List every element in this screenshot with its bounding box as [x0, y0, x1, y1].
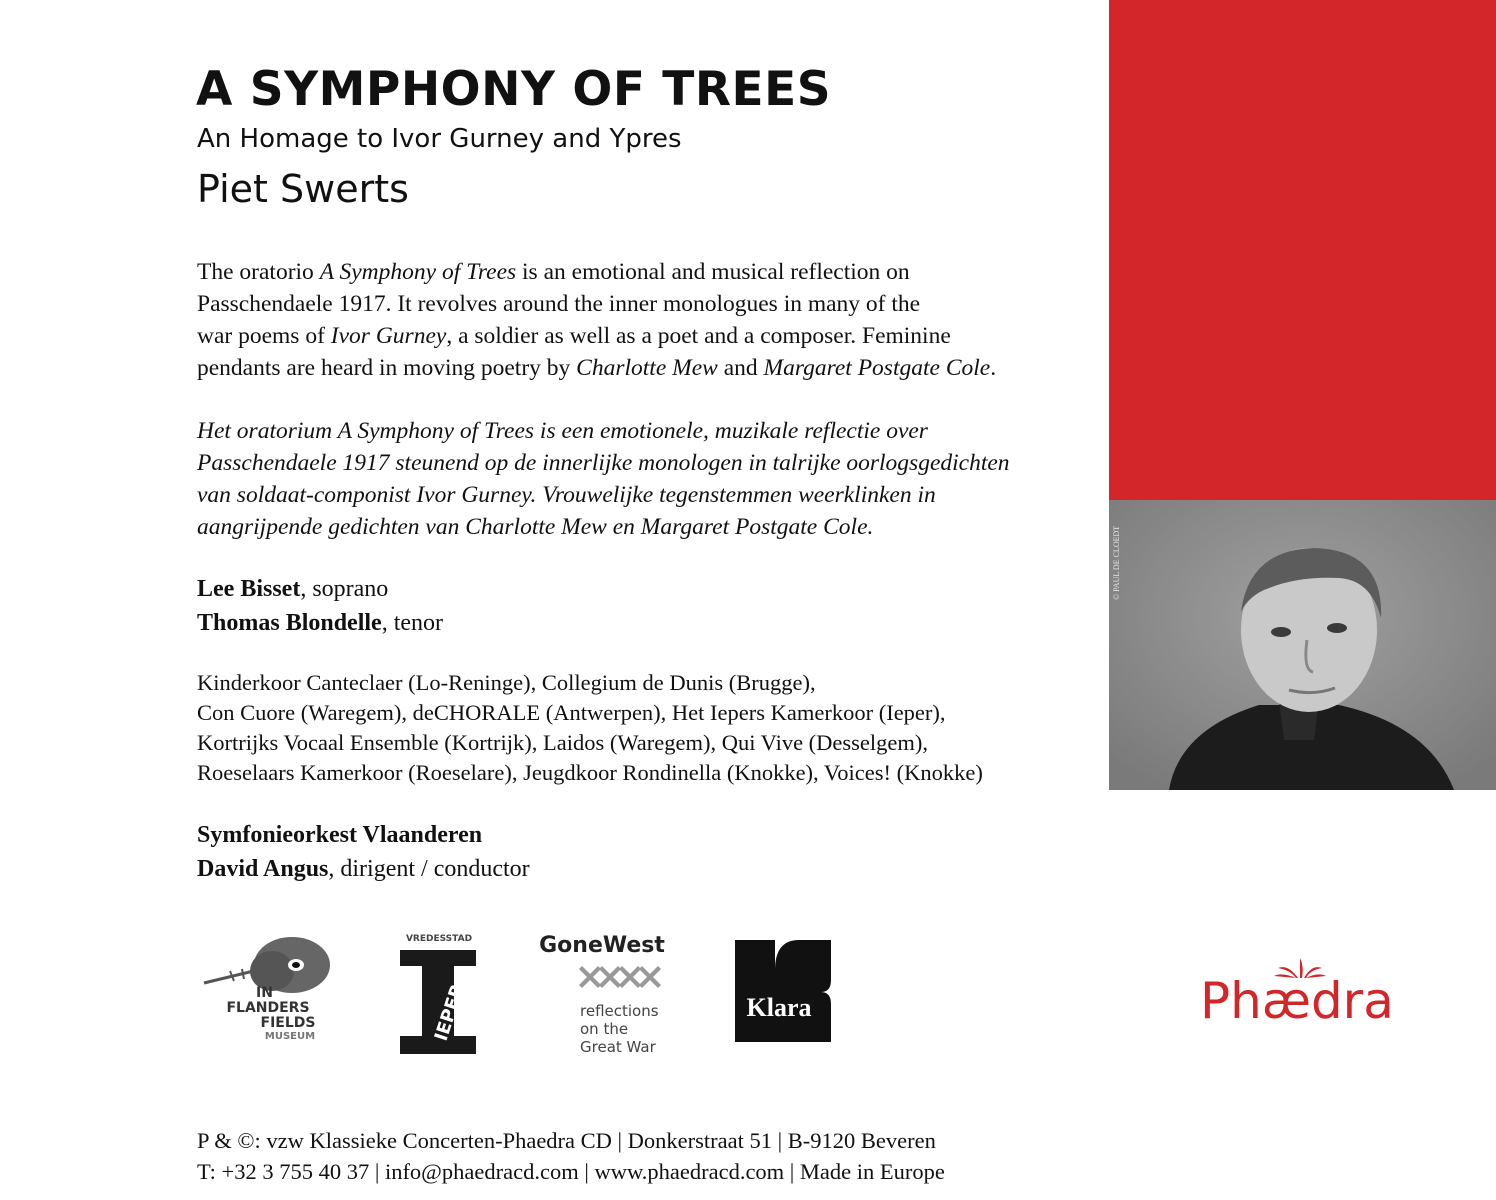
klara-logo — [733, 940, 833, 1042]
portrait-figure — [1109, 500, 1496, 790]
vredesstad-text: VREDESSTAD — [405, 934, 473, 944]
soloists — [197, 572, 443, 640]
gonewest-line-1: reflections — [580, 1002, 659, 1020]
choir-line: Con Cuore (Waregem), deCHORALE (Antwerpen), Het Iepers Kamerkoor (Ieper), — [197, 700, 946, 725]
choirs-list — [197, 668, 983, 788]
photo-credit: © PAUL DE CLOEDT — [1112, 525, 1121, 600]
footer-copyright — [197, 1125, 945, 1187]
conductor-credit: David Angus, dirigent / conductor — [197, 856, 530, 882]
choir-line: Kortrijks Vocaal Ensemble (Kortrijk), Laidos (Waregem), Qui Vive (Desselgem), — [197, 730, 929, 755]
description-line: war poems of Ivor Gurney, a soldier as well as a poet and a composer. Feminine — [197, 323, 951, 349]
composer-portrait — [1109, 500, 1496, 790]
description-line: Het oratorium A Symphony of Trees is een emotionele, muzikale reflectie over — [197, 418, 928, 444]
soloist-credit: Thomas Blondelle, tenor — [197, 610, 444, 636]
gonewest-logo — [530, 930, 675, 1058]
description-english — [197, 256, 1097, 384]
description-dutch — [197, 415, 1097, 543]
klara-text: Klara — [746, 993, 812, 1022]
orchestra-name: Symfonieorkest Vlaanderen — [197, 822, 483, 848]
klara-shape — [735, 940, 831, 1042]
gonewest-line-2: on the — [580, 1020, 629, 1038]
album-subtitle: An Homage to Ivor Gurney and Ypres — [197, 124, 682, 154]
description-line: Passchendaele 1917 steunend op de innerlijke monologen in talrijke oorlogsgedichten — [197, 450, 1010, 476]
iff-text-museum: MUSEUM — [264, 1031, 316, 1042]
choir-line: Roeselaars Kamerkoor (Roeselare), Jeugdkoor Rondinella (Knokke), Voices! (Knokke) — [197, 760, 983, 785]
in-flanders-fields-museum-logo — [200, 935, 340, 1055]
red-color-panel — [1109, 0, 1496, 500]
orchestra-credits — [197, 818, 530, 886]
description-line: Passchendaele 1917. It revolves around the inner monologues in many of the — [197, 291, 921, 317]
description-line: The oratorio A Symphony of Trees is an emotional and musical reflection on — [197, 259, 910, 285]
iff-text-flanders: FLANDERS — [226, 1000, 310, 1016]
gonewest-title: GoneWest — [539, 933, 665, 958]
vredesstad-ieper-logo — [396, 932, 482, 1056]
soloist-credit: Lee Bisset, soprano — [197, 576, 389, 602]
album-title: A SYMPHONY OF TREES — [196, 62, 832, 117]
phaedra-wordmark: Phædra — [1200, 972, 1394, 1030]
gonewest-line-3: Great War — [580, 1038, 656, 1056]
crosses-icon — [579, 966, 661, 988]
composer-name: Piet Swerts — [197, 167, 409, 211]
ieper-text: IEPER — [430, 981, 469, 1044]
choir-line: Kinderkoor Canteclaer (Lo-Reninge), Collegium de Dunis (Brugge), — [197, 670, 816, 695]
footer-line-1: P & ©: vzw Klassieke Concerten-Phaedra CD | Donkerstraat 51 | B-9120 Beveren — [197, 1128, 936, 1153]
description-line: van soldaat-componist Ivor Gurney. Vrouwelijke tegenstemmen weerklinken in — [197, 482, 936, 508]
footer-line-2: T: +32 3 755 40 37 | info@phaedracd.com | www.phaedracd.com | Made in Europe — [197, 1159, 945, 1184]
iff-text-in: IN — [256, 985, 273, 1001]
iff-text-fields: FIELDS — [260, 1015, 316, 1031]
description-line: aangrijpende gedichten van Charlotte Mew en Margaret Postgate Cole. — [197, 514, 874, 540]
phaedra-logo — [1200, 958, 1400, 1028]
description-line: pendants are heard in moving poetry by Charlotte Mew and Margaret Postgate Cole. — [197, 355, 997, 381]
